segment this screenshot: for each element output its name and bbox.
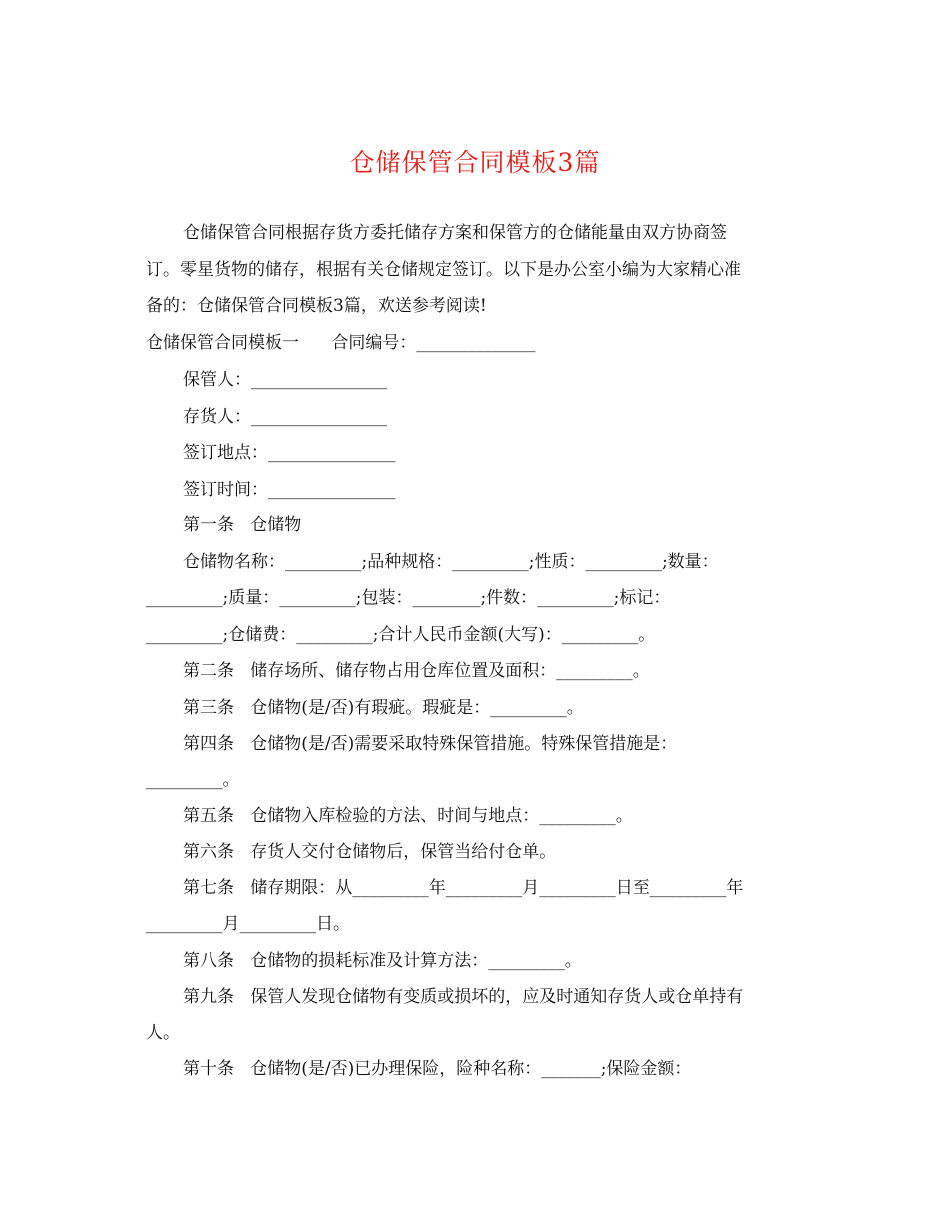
article-8: 第八条 仓储物的损耗标准及计算方法：_________。: [183, 951, 582, 971]
intro-line-2: 订。零星货物的储存，根据有关仓储规定签订。以下是办公室小编为大家精心准: [146, 260, 741, 280]
article-10-line-1: 第十条 仓储物(是/否)已办理保险，险种名称：_______;保险金额：: [183, 1059, 692, 1079]
article-7-line-2: _________月_________日。: [146, 914, 350, 934]
article-4-line-1: 第四条 仓储物(是/否)需要采取特殊保管措施。特殊保管措施是：: [183, 734, 678, 754]
article-1-line-2: _________;质量：_________;包装：________;件数：_________;标记：: [146, 588, 671, 608]
field-signing-place: 签订地点：_______________: [183, 443, 396, 463]
field-signing-time: 签订时间：_______________: [183, 480, 396, 500]
article-1-line-3: _________;仓储费：_________;合计人民币金额(大写)：_________。: [146, 625, 656, 645]
intro-line-1: 仓储保管合同根据存货方委托储存方案和保管方的仓储能量由双方协商签: [183, 223, 727, 243]
article-6: 第六条 存货人交付仓储物后，保管当给付仓单。: [183, 842, 557, 862]
field-custodian: 保管人：________________: [183, 370, 387, 390]
article-7-line-1: 第七条 储存期限：从_________年_________月_________日至_________年: [183, 878, 744, 898]
document-title: 仓储保管合同模板3篇: [349, 148, 601, 177]
template-heading: 仓储保管合同模板一 合同编号：______________: [146, 333, 536, 353]
article-9-line-1: 第九条 保管人发现仓储物有变质或损坏的，应及时通知存货人或仓单持有: [183, 987, 744, 1007]
intro-line-3: 备的：仓储保管合同模板3篇，欢送参考阅读!: [146, 296, 487, 316]
field-depositor: 存货人：________________: [183, 407, 387, 427]
article-1-heading: 第一条 仓储物: [183, 515, 302, 535]
article-4-line-2: _________。: [146, 770, 240, 790]
article-3: 第三条 仓储物(是/否)有瑕疵。瑕疵是：_________。: [183, 698, 584, 718]
article-2: 第二条 储存场所、储存物占用仓库位置及面积：_________。: [183, 661, 650, 681]
article-1-line-1: 仓储物名称：_________;品种规格：_________;性质：_________;数量：: [183, 552, 719, 572]
article-9-line-2: 人。: [146, 1023, 180, 1043]
article-5: 第五条 仓储物入库检验的方法、时间与地点：_________。: [183, 806, 633, 826]
